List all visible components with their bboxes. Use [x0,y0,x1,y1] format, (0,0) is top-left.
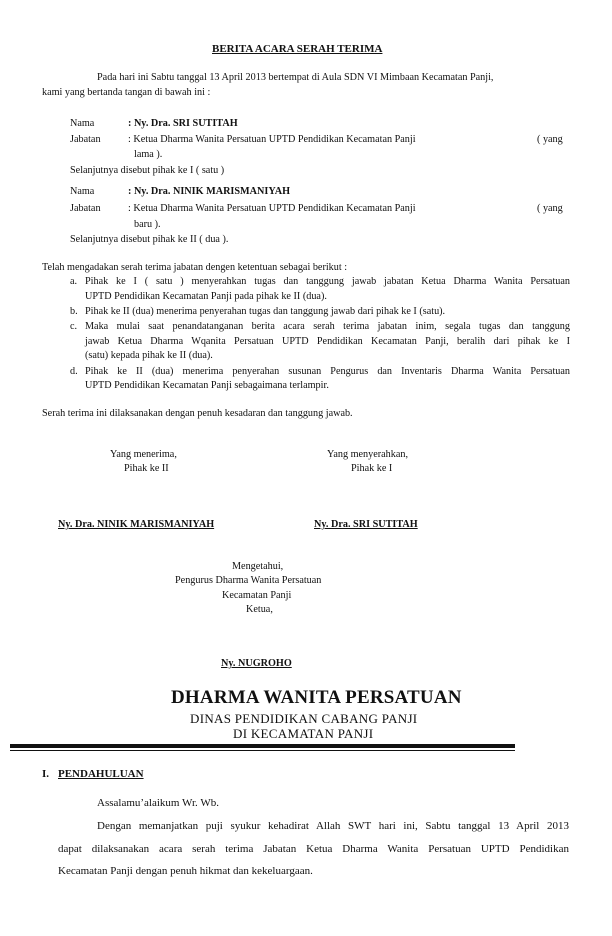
party2-nama-value: : Ny. Dra. NINIK MARISMANIYAH [128,186,291,197]
list-item-line: Pihak ke II (dua) menerima penyerahan tugas dan tanggung jawab dari pihak ke I (satu). [85,306,446,317]
mengetahui-line: Mengetahui, [232,561,284,572]
list-item-line: (satu) kepada pihak ke II (dua). [85,350,213,361]
list-item-letter: a. [70,276,78,287]
party2-nama-label: Nama [70,186,95,197]
kop-divider-thin [10,750,515,751]
kop-org-title: DHARMA WANITA PERSATUAN [171,687,462,708]
party2-jabatan-tail: ( yang [537,203,563,214]
party2-selanjutnya: Selanjutnya disebut pihak ke II ( dua ). [70,234,229,245]
ketua-name: Ny. NUGROHO [221,658,292,669]
mengetahui-line: Ketua, [246,604,273,615]
list-item-line: UPTD Pendidikan Kecamatan Panji sebagaimana terlampir. [85,380,329,391]
section-heading: PENDAHULUAN [58,768,144,780]
list-item-letter: c. [70,321,78,332]
party1-selanjutnya: Selanjutnya disebut pihak ke I ( satu ) [70,165,225,176]
party2-jabatan-value: : Ketua Dharma Wanita Persatuan UPTD Pendidikan Kecamatan Panji [128,203,416,214]
closing-statement: Serah terima ini dilaksanakan dengan penuh kesadaran dan tanggung jawab. [42,408,353,419]
party2-jabatan-cont: baru ). [134,219,161,230]
kop-kecamatan: DI KECAMATAN PANJI [233,726,374,741]
intro-line-2: kami yang bertanda tangan di bawah ini : [42,87,211,98]
sig-right-name: Ny. Dra. SRI SUTITAH [314,519,418,530]
party1-nama-value: : Ny. Dra. SRI SUTITAH [128,118,238,129]
section-number: I. [42,768,50,780]
party1-nama-label: Nama [70,118,95,129]
intro-line-1: Pada hari ini Sabtu tanggal 13 April 2013 bertempat di Aula SDN VI Mimbaan Kecamatan Panji, [97,72,494,83]
sig-right-party: Pihak ke I [351,463,393,474]
salam: Assalamu’alaikum Wr. Wb. [97,797,219,809]
party1-jabatan-cont: lama ). [134,149,163,160]
party1-jabatan-label: Jabatan [70,134,101,145]
sig-left-name: Ny. Dra. NINIK MARISMANIYAH [58,519,215,530]
document-title: BERITA ACARA SERAH TERIMA [212,43,383,55]
list-item-line: Maka mulai saat penandatanganan berita acara serah terima jabatan inim, segala tugas dan tanggung [85,321,570,332]
pendahuluan-line-1: Dengan memanjatkan puji syukur kehadirat Allah SWT hari ini, Sabtu tanggal 13 April 2013 [97,820,569,832]
sig-right-role: Yang menyerahkan, [327,449,409,460]
party1-jabatan-value: : Ketua Dharma Wanita Persatuan UPTD Pendidikan Kecamatan Panji [128,134,416,145]
list-item-letter: b. [70,306,78,317]
list-item-line: UPTD Pendidikan Kecamatan Panji pada pihak ke II (dua). [85,291,327,302]
ketentuan-intro: Telah mengadakan serah terima jabatan dengen ketentuan sebagai berikut : [42,262,348,273]
pendahuluan-line-3: Kecamatan Panji dengan penuh hikmat dan kekeluargaan. [58,865,313,877]
list-item-line: Pihak ke I ( satu ) menyerahkan tugas dan tanggung jawab jabatan Ketua Dharma Wanita Persatuan [85,276,570,287]
list-item-letter: d. [70,366,78,377]
sig-left-party: Pihak ke II [124,463,169,474]
party2-jabatan-label: Jabatan [70,203,101,214]
mengetahui-line: Kecamatan Panji [222,590,292,601]
mengetahui-line: Pengurus Dharma Wanita Persatuan [175,575,322,586]
list-item-line: jawab Ketua Dharma Wqanita Persatuan UPTD Pendidikan Kecamatan Panji, beralih dari pihak ke I [85,336,570,347]
pendahuluan-line-2: dapat dilaksanakan acara serah terima Jabatan Ketua Dharma Wanita Persatuan UPTD Pendidikan [58,843,569,855]
party1-jabatan-tail: ( yang [537,134,563,145]
list-item-line: Pihak ke II (dua) menerima penyerahan susunan Pengurus dan Inventaris Dharma Wanita Persatuan [85,366,570,377]
sig-left-role: Yang menerima, [110,449,177,460]
kop-divider-thick [10,744,515,748]
kop-dinas: DINAS PENDIDIKAN CABANG PANJI [190,711,418,726]
